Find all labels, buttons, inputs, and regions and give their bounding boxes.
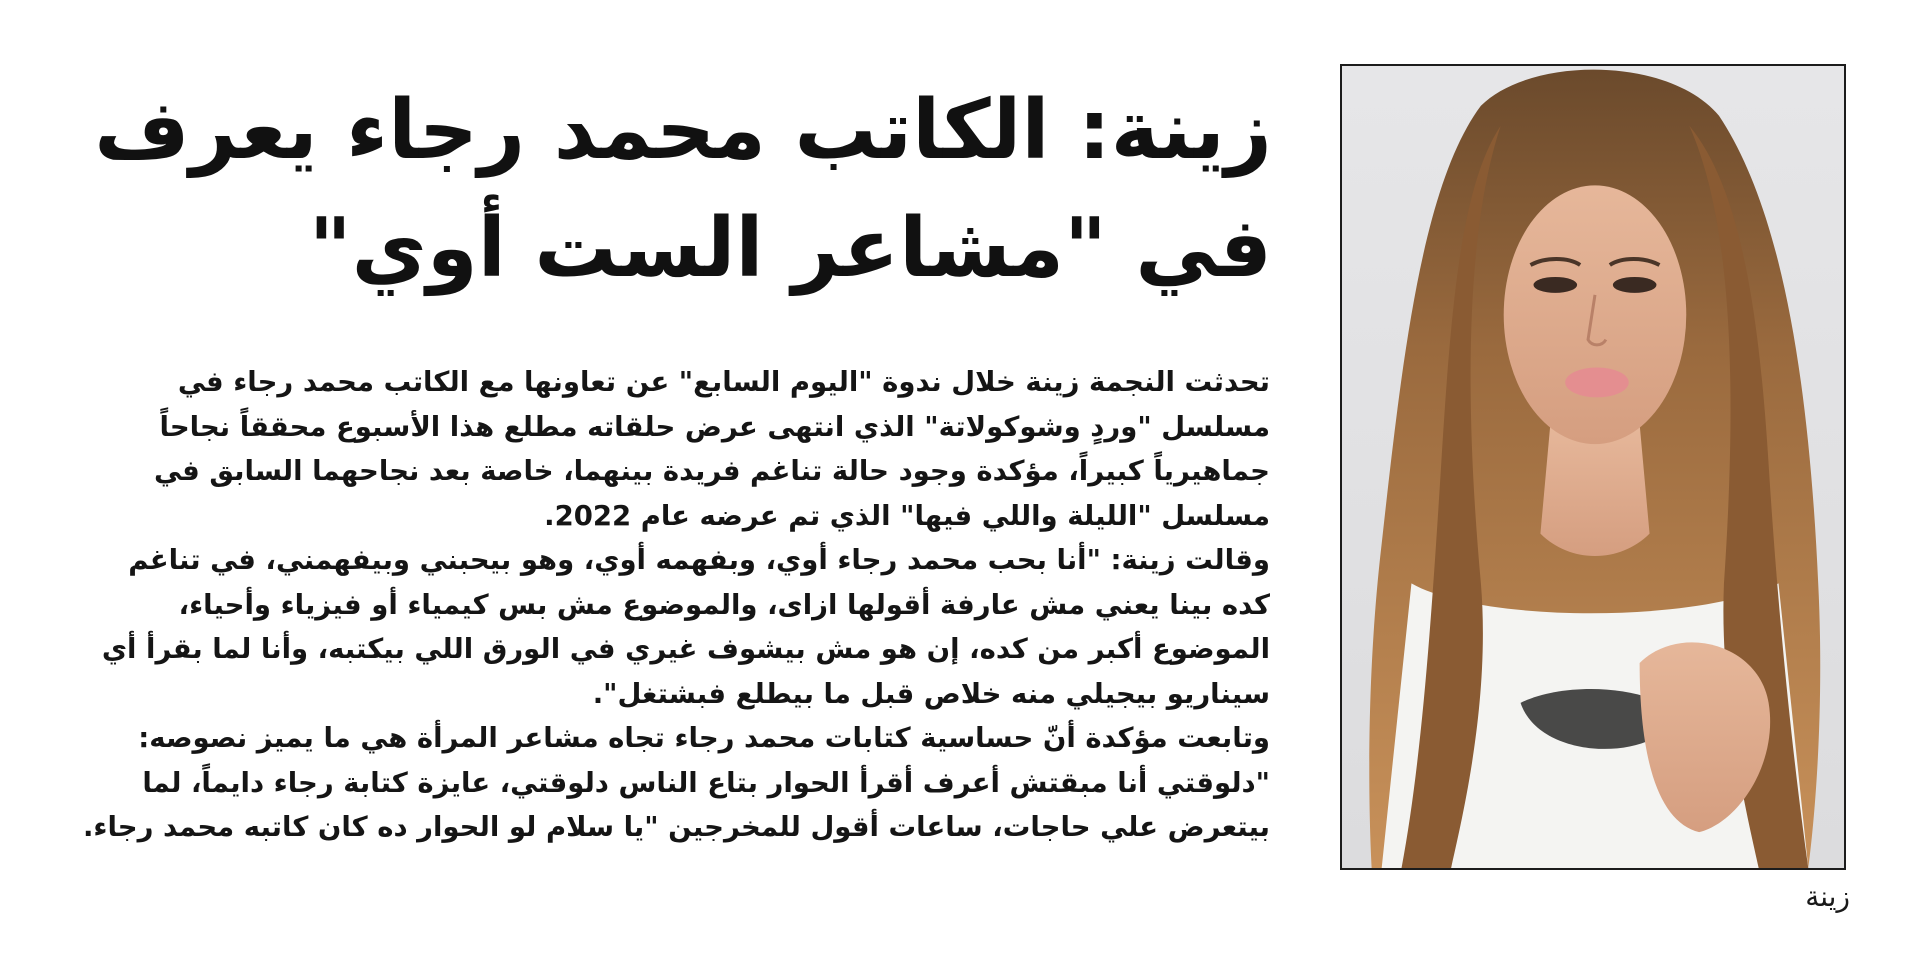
body-line: جماهيرياً كبيراً، مؤكدة وجود حالة تناغم فريدة بينهما، خاصة بعد نجاحهما السابق في [153, 455, 1270, 487]
body-line: كده بينا يعني مش عارفة أقولها ازاى، والموضوع مش بس كيمياء أو فيزياء وأحياء، [178, 588, 1270, 621]
portrait-photo [1340, 64, 1846, 870]
body-line: سيناريو بيجيلي منه خلاص قبل ما بيطلع فبشتغل". [592, 677, 1270, 710]
headline-line-2: في "مشاعر الست أوي" [308, 201, 1272, 296]
portrait-photo-illustration [1342, 66, 1844, 868]
article-body [82, 360, 1270, 850]
photo-caption: زينة [1805, 880, 1850, 913]
body-line: "دلوقتي أنا مبقتش أعرف أقرأ الحوار بتاع الناس دلوقتي، عايزة كتابة رجاء دايماً، لما [142, 766, 1270, 799]
body-line: وقالت زينة: "أنا بحب محمد رجاء أوي، وبفهمه أوي، وهو بيحبني وبيفهمني، في تناغم [128, 544, 1270, 576]
body-line: تحدثت النجمة زينة خلال ندوة "اليوم السابع" عن تعاونها مع الكاتب محمد رجاء في [177, 366, 1270, 398]
article-headline [94, 72, 1272, 308]
body-line: وتابعت مؤكدة أنّ حساسية كتابات محمد رجاء تجاه مشاعر المرأة هي ما يميز نصوصه: [138, 722, 1270, 754]
body-line: بيتعرض علي حاجات، ساعات أقول للمخرجين "يا سلام لو الحوار ده كان كاتبه محمد رجاء. [82, 811, 1270, 843]
headline-line-1: زينة: الكاتب محمد رجاء يعرف [94, 83, 1272, 178]
body-line: مسلسل "وردٍ وشوكولاتة" الذي انتهى عرض حلقاته مطلع هذا الأسبوع محققاً نجاحاً [159, 410, 1270, 443]
body-line: الموضوع أكبر من كده، إن هو مش بيشوف غيري في الورق اللي بيكتبه، وأنا لما بقرأ أي [101, 633, 1270, 665]
body-line: مسلسل "الليلة واللي فيها" الذي تم عرضه عام 2022. [544, 499, 1270, 532]
